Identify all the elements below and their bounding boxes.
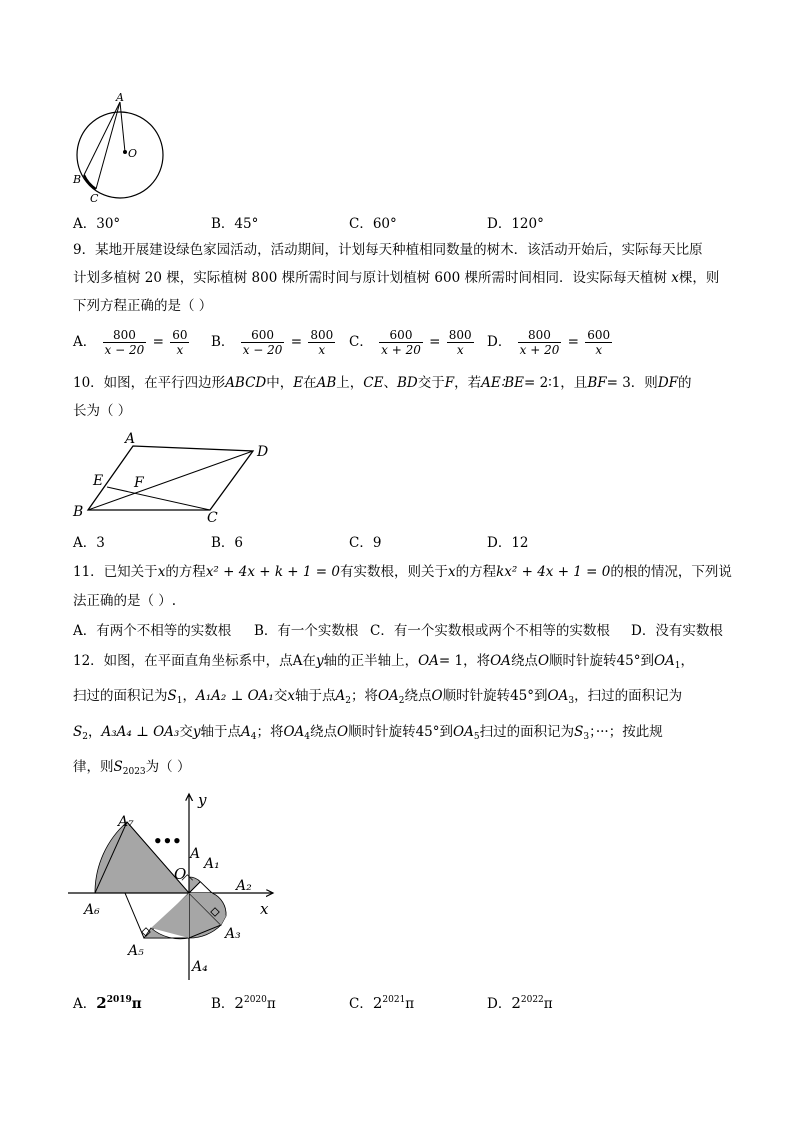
q12-label-x: x <box>260 900 269 918</box>
q10-option-d: D．12 <box>487 535 529 551</box>
q10-option-a: A．3 <box>73 535 105 551</box>
q8-option-a: A．30° <box>73 216 121 232</box>
q9-line-3: 下列方程正确的是（ ） <box>73 298 213 314</box>
q11-option-d: D．没有实数根 <box>631 623 723 639</box>
q9-line-2: 计划多植树 20 棵，实际植树 800 棵所需时间与原计划植树 600 棵所需时间相同．设实际每天植树 x棵，则 <box>73 270 720 286</box>
q10-label-d: D <box>257 444 269 460</box>
q10-line-1: 10．如图，在平行四边形ABCD中，E在AB上，CE、BD交于F，若AE∶BE= 2∶1，且BF= 3．则DF的 <box>73 375 692 391</box>
q12-line-4: 律，则$S_{2023}$为（ ） <box>73 759 191 777</box>
q10-label-b: B <box>73 504 84 520</box>
q10-option-c: C．9 <box>349 535 382 551</box>
q9-option-b: B． $\frac{600}{x - 20}$ = $\frac{800}{x}$ <box>211 328 334 357</box>
q12-label-y: y <box>198 791 207 809</box>
q8-label-o: O <box>128 147 138 160</box>
q12-label-a4: A₄ <box>192 959 208 975</box>
q10-label-c: C <box>207 510 218 524</box>
q12-option-b: B．$2^{2020}\pi$ <box>211 994 276 1012</box>
q12-label-dots: ••• <box>153 832 182 850</box>
q12-line-2: 扫过的面积记为$S_1$，A₁A₂ ⊥ OA₁交x轴于点$A_2$；将$OA_2$绕点O顺时针旋转45°到$OA_3$，扫过的面积记为 <box>73 688 683 706</box>
q9-option-d: D． $\frac{800}{x + 20}$ = $\frac{600}{x}$ <box>487 328 611 357</box>
q12-label-a7: A₇ <box>118 814 134 830</box>
q11-option-c: C．有一个实数根或两个不相等的实数根 <box>370 623 610 639</box>
q12-line-1: 12．如图，在平面直角坐标系中，点A在y轴的正半轴上，OA= 1，将OA绕点O顺时针旋转45°到$OA_1$， <box>73 653 695 671</box>
q10-option-b: B．6 <box>211 535 244 551</box>
q8-label-a: A <box>116 92 124 104</box>
q9-line-1: 9．某地开展建设绿色家园活动，活动期间，计划每天种植相同数量的树木．该活动开始后，实际每天比原 <box>73 242 703 258</box>
q10-label-f: F <box>134 475 144 491</box>
q8-option-d: D．120° <box>487 216 544 232</box>
q12-option-a: A．$2^{2019}\pi$ <box>73 994 142 1012</box>
q9-option-a: A． $\frac{800}{x - 20}$ = $\frac{60}{x}$ <box>73 328 188 357</box>
q12-label-a6: A₆ <box>84 902 100 918</box>
q11-line-1: 11．已知关于x的方程x² + 4x + k + 1 = 0有实数根，则关于x的方程kx² + 4x + 1 = 0的根的情况，下列说 <box>73 564 732 580</box>
q11-option-a: A．有两个不相等的实数根 <box>73 623 232 639</box>
q8-label-c: C <box>90 192 99 205</box>
q8-circle-figure <box>70 92 180 207</box>
q10-line-2: 长为（ ） <box>73 403 132 419</box>
q9-option-c: C． $\frac{600}{x + 20}$ = $\frac{800}{x}$ <box>349 328 472 357</box>
q10-label-e: E <box>93 473 104 489</box>
q8-option-b: B．45° <box>211 216 259 232</box>
q11-line-2: 法正确的是（ ）. <box>73 593 177 609</box>
q10-label-a: A <box>125 431 136 447</box>
q12-label-a3: A₃ <box>225 926 241 942</box>
q8-option-c: C．60° <box>349 216 397 232</box>
q10-parallelogram-figure <box>68 428 278 524</box>
q12-label-a2: A₂ <box>236 878 252 894</box>
q12-label-o: O <box>174 865 187 883</box>
q12-label-a1: A₁ <box>204 856 220 872</box>
q12-option-d: D．$2^{2022}\pi$ <box>487 994 553 1012</box>
q12-label-a5: A₅ <box>128 943 144 959</box>
q8-label-b: B <box>73 173 82 186</box>
q11-option-b: B．有一个实数根 <box>254 623 359 639</box>
q12-spiral-figure <box>68 788 283 983</box>
q12-line-3: $S_2$，A₃A₄ ⊥ OA₃交y轴于点$A_4$；将$OA_4$绕点O顺时针旋转45°到$OA_5$扫过的面积记为$S_3$；···；按此规 <box>73 724 663 742</box>
q12-label-a: A <box>190 846 201 862</box>
q12-option-c: C．$2^{2021}\pi$ <box>349 994 415 1012</box>
